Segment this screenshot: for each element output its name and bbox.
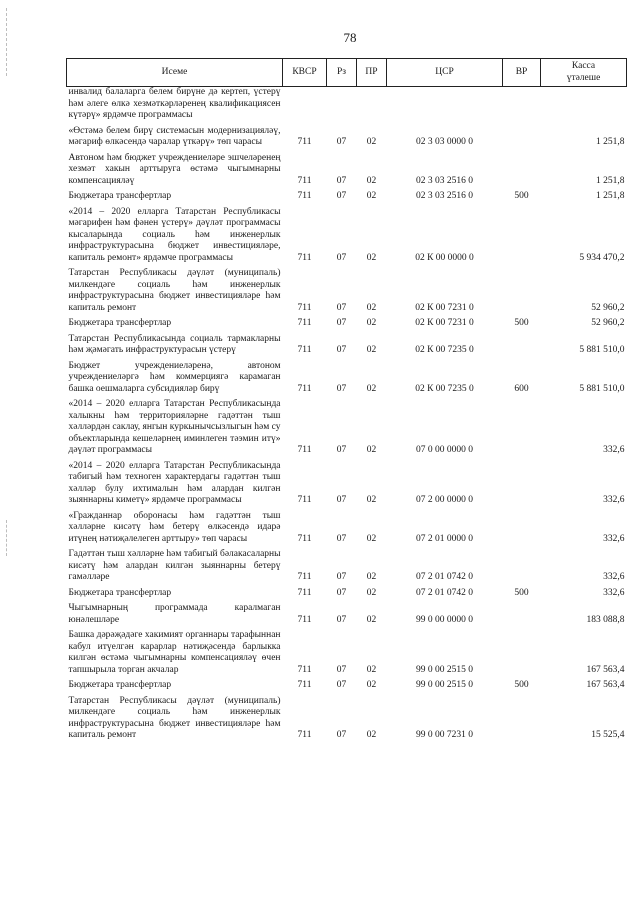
row-rz: 07 <box>336 533 347 544</box>
row-csr: 99 0 00 2515 0 <box>416 680 473 690</box>
row-pr: 02 <box>366 383 377 394</box>
row-amount: 1 251,8 <box>596 175 625 186</box>
table-row <box>67 603 627 626</box>
row-vr <box>503 511 541 546</box>
row-rz: 07 <box>336 587 347 598</box>
row-amount: 332,6 <box>603 495 625 505</box>
row-name: Гадәттән тыш хәлләрне һәм табигый бәлакасаларны кисәтү һәм алардан килгән зыяннарны бетерү гамәлләре <box>68 549 281 582</box>
row-pr: 02 <box>366 318 377 328</box>
row-amount: 1 251,8 <box>596 137 625 147</box>
row-rz: 07 <box>336 680 347 690</box>
row-vr: 600 <box>514 383 529 394</box>
row-pr: 02 <box>366 302 377 313</box>
row-pr: 02 <box>366 680 377 690</box>
table-row <box>67 191 627 203</box>
row-csr <box>387 87 503 122</box>
row-pr: 02 <box>366 572 377 582</box>
table-row <box>67 461 627 507</box>
header-amount <box>541 59 627 87</box>
row-pr: 02 <box>366 191 377 201</box>
row-vr: 500 <box>514 318 529 328</box>
row-kvsr: 711 <box>297 664 312 675</box>
row-kvsr: 711 <box>297 175 312 186</box>
row-csr: 07 2 01 0000 0 <box>416 533 473 544</box>
row-name: «Гражданнар оборонасы һәм гадәттән тыш хәлләрне кисәтү һәм бетерү өлкәсендә идарә итүнең нәтиҗәлелеген арттыру» төп чарасы <box>68 510 281 544</box>
row-vr <box>503 603 541 626</box>
header-rz: Рз <box>327 59 357 87</box>
row-csr: 02 3 03 0000 0 <box>416 137 473 147</box>
row-rz: 07 <box>336 137 347 147</box>
row-rz: 07 <box>336 614 347 625</box>
row-csr: 02 3 03 2516 0 <box>416 191 473 201</box>
row-csr: 99 0 00 2515 0 <box>416 664 473 675</box>
row-name: Бюджетара трансфертлар <box>68 587 172 598</box>
margin-dashes-lower <box>6 520 8 556</box>
budget-table <box>66 58 627 742</box>
row-name: Чыгымнарның программада каралмаган юнәлешләре <box>68 603 281 625</box>
header-amount-line2: үтәлеше <box>566 72 601 83</box>
row-csr: 07 0 00 0000 0 <box>416 445 473 455</box>
row-kvsr: 711 <box>297 302 312 313</box>
row-vr <box>503 268 541 314</box>
row-vr <box>503 126 541 149</box>
header-kvsr: КВСР <box>283 59 327 87</box>
row-kvsr: 711 <box>297 383 312 394</box>
row-vr <box>503 461 541 507</box>
table-row <box>67 588 627 600</box>
row-amount: 52 960,2 <box>591 318 625 328</box>
row-csr: 02 К 00 7231 0 <box>415 318 474 328</box>
header-vr: ВР <box>503 59 541 87</box>
row-amount: 1 251,8 <box>596 191 625 201</box>
row-kvsr: 711 <box>297 495 312 505</box>
row-rz: 07 <box>336 495 347 505</box>
row-kvsr: 711 <box>297 680 312 690</box>
row-csr: 02 К 00 7235 0 <box>415 345 474 355</box>
row-amount: 5 881 510,0 <box>579 383 625 394</box>
row-name: «2014 – 2020 елларга Татарстан Республикасында табигый һәм техноген характердагы гадәттән тыш хәлләр булу ихтималын һәм алардан килгән зыяннарны киметү» ярдәмче программасы <box>68 460 281 505</box>
header-pr: ПР <box>357 59 387 87</box>
row-name: Автоном һәм бюджет учреждениеләре эшчеләренең хезмәт хакын арттыруга өстәмә чыгымнарны компенсацияләү <box>68 152 281 186</box>
row-kvsr: 711 <box>297 345 312 355</box>
row-rz: 07 <box>336 664 347 675</box>
row-name: «2014 – 2020 елларга Татарстан Республикасында халыкны һәм территорияләрне гадәттән тыш хәлләрдән саклау, янгын куркынычсызлыгын һәм су объектларында кешеләрнең иминлеген тәэмин итү» дәүләт программасы <box>68 399 281 455</box>
table-row <box>67 153 627 188</box>
row-csr: 99 0 00 7231 0 <box>416 730 473 740</box>
table-row <box>67 630 627 676</box>
row-amount: 52 960,2 <box>591 302 625 313</box>
row-csr: 02 К 00 0000 0 <box>415 252 474 263</box>
row-csr: 02 К 00 7235 0 <box>415 383 474 394</box>
row-vr <box>503 399 541 457</box>
row-vr <box>503 334 541 357</box>
row-rz: 07 <box>336 252 347 263</box>
row-pr: 02 <box>366 664 377 675</box>
table-row <box>67 680 627 692</box>
row-vr: 500 <box>514 191 529 201</box>
row-vr <box>503 630 541 676</box>
row-name: Бюджетара трансфертлар <box>68 318 172 328</box>
row-amount: 5 881 510,0 <box>579 345 625 355</box>
row-name: Башка дәрәҗәдәге хакимият органнары тарафыннан кабул итүелгән карарлар нәтиҗәсендә барлыкка килгән өстәмә чыгымнарны компенсацияләү өчен тапшырыла торган акчалар <box>68 630 281 675</box>
table-row <box>67 207 627 265</box>
row-kvsr: 711 <box>297 191 312 201</box>
row-vr <box>503 549 541 584</box>
table-row <box>67 511 627 546</box>
row-rz: 07 <box>336 445 347 455</box>
row-name: Бюджет учреждениеләренә, автоном учреждениеләргә һәм коммерциягә карамаган башка оешмаларга субсидияләр бирү <box>68 360 281 394</box>
table-row <box>67 126 627 149</box>
row-amount: 332,6 <box>603 572 625 582</box>
row-vr <box>503 207 541 265</box>
row-kvsr: 711 <box>297 137 312 147</box>
table-row <box>67 334 627 357</box>
row-name: «Өстәмә белем бирү системасын модернизацияләү, мәгариф өлкәсендә чаралар үткәрү» төп чарасы <box>68 125 281 147</box>
row-name: Татарстан Республикасы дәүләт (муниципаль) милкендәге социаль һәм инженерлык инфраструктурасына бюджет инвестицияләре һәм капиталь ремонт <box>68 695 281 740</box>
row-kvsr: 711 <box>297 587 312 598</box>
row-amount: 332,6 <box>603 533 625 544</box>
table-row <box>67 399 627 457</box>
row-vr: 500 <box>514 587 529 598</box>
row-rz: 07 <box>336 191 347 201</box>
table-row <box>67 318 627 330</box>
row-csr: 07 2 01 0742 0 <box>416 587 473 598</box>
row-amount: 332,6 <box>603 587 625 598</box>
row-pr: 02 <box>366 533 377 544</box>
row-pr: 02 <box>366 175 377 186</box>
page-number: 78 <box>343 30 357 45</box>
row-csr: 07 2 00 0000 0 <box>416 495 473 505</box>
row-amount <box>541 87 627 122</box>
row-name: Бюджетара трансфертлар <box>68 680 172 690</box>
row-kvsr: 711 <box>297 252 312 263</box>
row-amount: 5 934 470,2 <box>579 252 625 263</box>
row-vr <box>503 87 541 122</box>
row-amount: 167 563,4 <box>586 680 625 690</box>
header-amount-line1: Касса <box>571 61 596 71</box>
row-csr: 07 2 01 0742 0 <box>416 572 473 582</box>
row-name: Татарстан Республикасы дәүләт (муниципаль) милкендәге социаль һәм инженерлык инфраструктурасына бюджет инвестицияләре һәм капиталь ремонт <box>68 268 281 313</box>
table-row <box>67 361 627 396</box>
row-amount: 167 563,4 <box>586 664 625 675</box>
row-kvsr <box>283 87 327 122</box>
header-name: Исеме <box>67 59 283 87</box>
row-rz: 07 <box>336 302 347 313</box>
row-pr: 02 <box>366 587 377 598</box>
row-pr: 02 <box>366 614 377 625</box>
row-pr: 02 <box>366 445 377 455</box>
row-amount: 15 525,4 <box>591 730 625 740</box>
row-pr: 02 <box>366 495 377 505</box>
header-csr: ЦСР <box>387 59 503 87</box>
row-pr: 02 <box>366 345 377 355</box>
row-rz: 07 <box>336 572 347 582</box>
row-pr <box>357 87 387 122</box>
row-vr <box>503 696 541 742</box>
row-rz: 07 <box>336 175 347 186</box>
row-kvsr: 711 <box>297 533 312 544</box>
row-kvsr: 711 <box>297 318 312 328</box>
row-csr: 99 0 00 0000 0 <box>416 614 473 625</box>
row-rz <box>327 87 357 122</box>
row-kvsr: 711 <box>297 445 312 455</box>
row-pr: 02 <box>366 730 377 740</box>
row-name: Татарстан Республикасында социаль тармакларны һәм җәмәгать инфраструктурасын үстерү <box>68 333 281 355</box>
table-row <box>67 696 627 742</box>
row-csr: 02 К 00 7231 0 <box>415 302 474 313</box>
table-row <box>67 87 627 122</box>
row-kvsr: 711 <box>297 614 312 625</box>
table-header-row <box>67 59 627 87</box>
row-amount: 332,6 <box>603 445 625 455</box>
table-row <box>67 268 627 314</box>
row-amount: 183 088,8 <box>586 614 625 625</box>
row-name: инвалид балаларга белем бирүне дә кертеп, үстерү һәм әлеге өлкә хезмәткәрләренең квалификациясен күтәрү» ярдәмче программасы <box>68 87 281 120</box>
table-row <box>67 549 627 584</box>
row-vr <box>503 153 541 188</box>
row-pr: 02 <box>366 137 377 147</box>
row-rz: 07 <box>336 730 347 740</box>
row-name: Бюджетара трансфертлар <box>68 191 172 201</box>
row-name: «2014 – 2020 елларга Татарстан Республикасы мәгарифен һәм фәнен үстерү» дәүләт программасы кысаларында социаль һәм инженерлык инфраструктурасына бюджет инвестицияләре, капиталь ремонт» ярдәмче программасы <box>68 206 281 263</box>
row-kvsr: 711 <box>297 572 312 582</box>
row-rz: 07 <box>336 383 347 394</box>
row-rz: 07 <box>336 345 347 355</box>
row-vr: 500 <box>514 680 529 690</box>
row-rz: 07 <box>336 318 347 328</box>
row-csr: 02 3 03 2516 0 <box>416 175 473 186</box>
row-pr: 02 <box>366 252 377 263</box>
row-kvsr: 711 <box>297 730 312 740</box>
